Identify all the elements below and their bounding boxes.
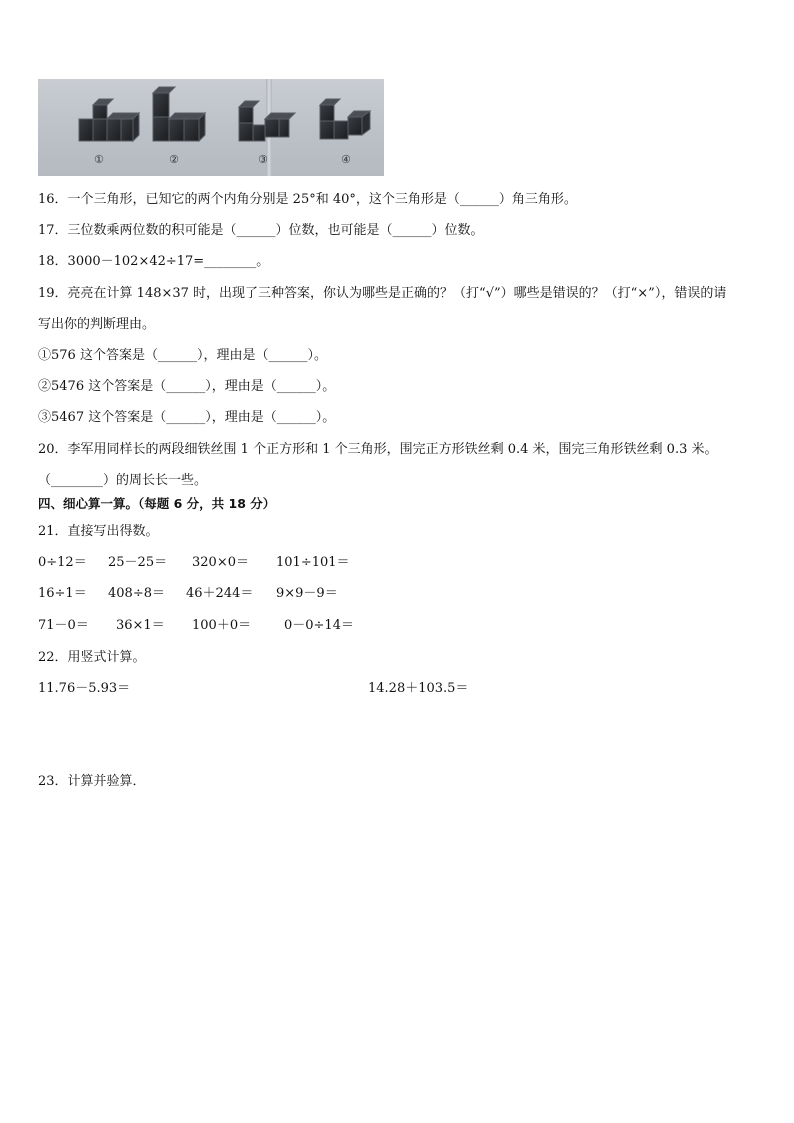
mental-math-r1c3: 320×0＝ <box>192 555 249 570</box>
figure-label-1: ① <box>94 153 104 166</box>
mental-math-r2c1: 16÷1＝ <box>38 586 87 601</box>
cube-shape-1 <box>79 99 139 141</box>
figure-label-3: ③ <box>258 153 268 166</box>
question-23: 23．计算并验算． <box>38 774 146 789</box>
question-19-option-2: ②5476 这个答案是（______），理由是（______）。 <box>38 379 336 394</box>
cube-shape-2 <box>153 87 205 141</box>
question-19-option-1: ①576 这个答案是（______），理由是（______）。 <box>38 348 327 363</box>
question-17: 17．三位数乘两位数的积可能是（______）位数，也可能是（______）位数。 <box>38 223 484 238</box>
cube-figures-image <box>38 79 384 176</box>
question-22: 22．用竖式计算。 <box>38 650 146 665</box>
mental-math-r3c4: 0－0÷14＝ <box>284 618 354 633</box>
cube-shape-3 <box>239 101 295 141</box>
vertical-calc-left: 11.76－5.93＝ <box>38 681 131 696</box>
question-19-line-2: 写出你的判断理由。 <box>38 317 156 332</box>
cube-shapes-svg <box>38 79 384 176</box>
mental-math-r3c1: 71－0＝ <box>38 618 89 633</box>
mental-math-r1c4: 101÷101＝ <box>276 555 350 570</box>
section-4-heading: 四、细心算一算。（每题 6 分，共 18 分） <box>38 496 276 511</box>
mental-math-r3c3: 100＋0＝ <box>192 618 252 633</box>
cube-shape-4 <box>320 99 370 139</box>
question-19-option-3: ③5467 这个答案是（______），理由是（______）。 <box>38 410 336 425</box>
mental-math-r3c2: 36×1＝ <box>116 618 165 633</box>
mental-math-r2c2: 408÷8＝ <box>108 586 165 601</box>
question-16: 16．一个三角形，已知它的两个内角分别是 25°和 40°，这个三角形是（______）角三角形。 <box>38 192 577 207</box>
question-20-line-1: 20．李军用同样长的两段细铁丝围 1 个正方形和 1 个三角形，围完正方形铁丝剩 0.4 米，围完三角形铁丝剩 0.3 米。 <box>38 442 718 457</box>
mental-math-r1c2: 25－25＝ <box>108 555 168 570</box>
vertical-calc-right: 14.28＋103.5＝ <box>368 681 469 696</box>
figure-label-2: ② <box>169 153 179 166</box>
question-19-line-1: 19．亮亮在计算 148×37 时，出现了三种答案，你认为哪些是正确的？（打“√”）哪些是错误的？（打“×”），错误的请 <box>38 286 727 301</box>
figure-label-4: ④ <box>341 153 351 166</box>
question-21: 21．直接写出得数。 <box>38 524 159 539</box>
mental-math-r2c4: 9×9－9＝ <box>276 586 338 601</box>
mental-math-r1c1: 0÷12＝ <box>38 555 87 570</box>
question-18: 18．3000－102×42÷17=________。 <box>38 254 270 269</box>
mental-math-r2c3: 46＋244＝ <box>186 586 254 601</box>
question-20-line-2: （________）的周长长一些。 <box>38 473 208 488</box>
